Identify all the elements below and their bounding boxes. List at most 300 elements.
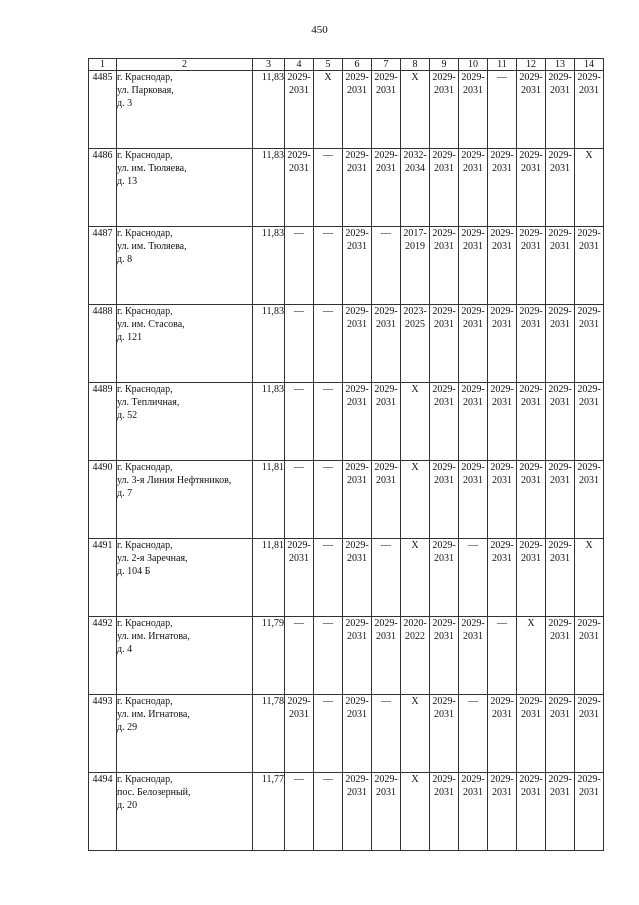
period-text: 2031 [550,85,570,96]
period-cell-col-9 [430,149,459,227]
row-number: 4488 [89,305,117,383]
period-cell-col-5 [314,383,343,461]
period-text: 2029- [577,774,601,785]
period-text: 2029- [461,72,485,83]
period-cell-col-9 [430,227,459,305]
period-cell-col-8 [401,149,430,227]
period-cell-col-11 [488,227,517,305]
period-text: 2029- [461,384,485,395]
period-text: 2029- [577,618,601,629]
period-text: 2029- [548,384,572,395]
period-text: 2031 [579,241,599,252]
table-row [89,695,604,773]
value-cell: 11,83 [253,383,285,461]
period-text: 2029- [548,774,572,785]
period-text: 2029- [519,150,543,161]
period-text: 2031 [521,787,541,798]
period-text: 2031 [521,397,541,408]
table-row [89,71,604,149]
period-text: 2029- [519,696,543,707]
period-text: 2031 [521,709,541,720]
period-cell-col-13 [546,695,575,773]
period-cell-col-14 [575,305,604,383]
period-text: 2031 [579,85,599,96]
period-cell-col-11 [488,695,517,773]
period-cell-col-4 [285,305,314,383]
period-text: 2029- [490,540,514,551]
period-text: 2029- [345,462,369,473]
period-cell-col-4 [285,617,314,695]
column-header-6: 6 [343,59,372,71]
period-text: — [497,618,507,629]
period-text: 2029- [519,774,543,785]
period-text: 2031 [463,163,483,174]
period-cell-col-7 [372,539,401,617]
period-text: 2031 [463,475,483,486]
period-text: 2031 [347,553,367,564]
address-line: ул. 2-я Заречная, [117,553,188,564]
column-header-4: 4 [285,59,314,71]
period-cell-col-6 [343,149,372,227]
period-text: 2029- [345,306,369,317]
row-number: 4485 [89,71,117,149]
address-line: д. 121 [117,332,143,343]
period-text: 2031 [434,475,454,486]
period-cell-col-7 [372,461,401,539]
period-text: 2031 [579,319,599,330]
period-text: 2031 [550,709,570,720]
period-cell-col-7 [372,617,401,695]
register-table [88,58,604,851]
period-cell-col-12 [517,383,546,461]
period-text: 2032- [403,150,427,161]
address-line: г. Краснодар, [117,462,173,473]
period-cell-col-9 [430,71,459,149]
period-text: 2023- [403,306,427,317]
period-text: — [381,540,391,551]
value-cell: 11,78 [253,695,285,773]
period-cell-col-7 [372,71,401,149]
column-header-13: 13 [546,59,575,71]
period-text: 2031 [434,553,454,564]
table-row [89,149,604,227]
period-text: 2031 [492,319,512,330]
period-cell-col-13 [546,305,575,383]
period-text: — [323,696,333,707]
period-cell-col-6 [343,305,372,383]
period-cell-col-6 [343,383,372,461]
period-text: — [323,384,333,395]
period-cell-col-11 [488,461,517,539]
period-text: 2031 [550,397,570,408]
period-cell-col-5 [314,461,343,539]
period-text: 2029- [548,618,572,629]
period-text: 2029- [374,72,398,83]
period-text: — [468,540,478,551]
value-cell: 11,83 [253,227,285,305]
period-text: 2029- [432,462,456,473]
period-cell-col-7 [372,383,401,461]
period-text: — [323,228,333,239]
period-cell-col-10 [459,617,488,695]
address-line: д. 4 [117,644,133,655]
period-cell-col-4 [285,383,314,461]
address-line: д. 13 [117,176,138,187]
period-cell-col-5 [314,617,343,695]
period-text: 2017- [403,228,427,239]
row-number: 4492 [89,617,117,695]
period-text: 2029- [461,462,485,473]
table-row [89,383,604,461]
period-text: 2029- [374,462,398,473]
period-text: 2031 [434,397,454,408]
period-text: 2029- [345,696,369,707]
period-text: 2029- [287,72,311,83]
period-text: 2031 [550,475,570,486]
value-cell: 11,83 [253,71,285,149]
period-text: 2031 [376,85,396,96]
period-text: — [294,384,304,395]
period-text: 2029- [345,228,369,239]
address-line: г. Краснодар, [117,228,173,239]
period-text: 2031 [579,475,599,486]
period-cell-col-7 [372,773,401,851]
period-text: 2031 [463,85,483,96]
column-header-7: 7 [372,59,401,71]
address-cell [117,773,253,851]
period-text: 2031 [376,163,396,174]
period-text: 2029- [490,150,514,161]
address-cell [117,227,253,305]
period-text: — [323,618,333,629]
period-text: — [323,774,333,785]
row-number: 4494 [89,773,117,851]
period-cell-col-5 [314,149,343,227]
period-text: 2031 [347,475,367,486]
period-cell-col-10 [459,305,488,383]
period-text: 2029- [548,462,572,473]
period-cell-col-10 [459,539,488,617]
period-text: 2031 [434,319,454,330]
address-line: ул. им. Тюляева, [117,241,187,252]
period-text: 2029- [374,384,398,395]
period-text: 2029- [345,618,369,629]
period-text: — [381,228,391,239]
period-text: 2031 [289,553,309,564]
address-line: г. Краснодар, [117,72,173,83]
period-cell-col-12 [517,773,546,851]
period-text: 2029- [374,774,398,785]
period-cell-col-14 [575,773,604,851]
period-text: 2031 [550,553,570,564]
period-text: 2029- [432,150,456,161]
period-text: 2029- [345,774,369,785]
address-line: д. 104 Б [117,566,151,577]
period-text: — [468,696,478,707]
address-cell [117,617,253,695]
period-cell-col-4 [285,773,314,851]
period-cell-col-10 [459,695,488,773]
period-text: 2031 [376,475,396,486]
period-cell-col-8 [401,227,430,305]
period-cell-col-11 [488,149,517,227]
period-text: 2031 [579,397,599,408]
period-text: 2031 [550,631,570,642]
address-line: д. 20 [117,800,138,811]
address-line: ул. 3-я Линия Нефтяников, [117,475,232,486]
period-text: 2029- [461,774,485,785]
period-text: — [294,462,304,473]
period-text: 2029- [287,150,311,161]
period-text: X [411,72,419,83]
address-line: г. Краснодар, [117,618,173,629]
address-line: ул. им. Стасова, [117,319,185,330]
period-cell-col-14 [575,695,604,773]
period-text: 2031 [434,709,454,720]
period-text: 2031 [492,553,512,564]
period-cell-col-6 [343,227,372,305]
period-cell-col-12 [517,461,546,539]
period-cell-col-6 [343,773,372,851]
address-cell [117,461,253,539]
period-text: 2031 [492,787,512,798]
period-cell-col-10 [459,383,488,461]
period-text: 2029- [490,696,514,707]
period-text: 2031 [347,241,367,252]
period-cell-col-9 [430,773,459,851]
period-text: — [323,306,333,317]
period-text: 2031 [347,163,367,174]
period-text: — [294,228,304,239]
period-text: 2031 [289,709,309,720]
column-header-5: 5 [314,59,343,71]
period-cell-col-12 [517,149,546,227]
period-text: 2029- [548,72,572,83]
period-text: 2029- [577,384,601,395]
period-cell-col-5 [314,305,343,383]
period-cell-col-9 [430,539,459,617]
period-text: 2031 [434,85,454,96]
period-text: 2029- [519,462,543,473]
period-cell-col-9 [430,383,459,461]
period-cell-col-4 [285,695,314,773]
period-cell-col-12 [517,305,546,383]
period-text: 2031 [521,475,541,486]
period-cell-col-4 [285,461,314,539]
period-cell-col-14 [575,71,604,149]
period-text: 2029- [345,540,369,551]
period-text: X [585,150,593,161]
period-cell-col-4 [285,149,314,227]
period-text: 2031 [521,553,541,564]
period-text: 2031 [492,163,512,174]
period-text: — [294,774,304,785]
period-text: 2029- [519,228,543,239]
period-cell-col-12 [517,695,546,773]
period-cell-col-8 [401,305,430,383]
table-row [89,227,604,305]
period-text: 2031 [492,475,512,486]
period-text: 2031 [347,787,367,798]
row-number: 4487 [89,227,117,305]
period-cell-col-11 [488,71,517,149]
period-text: 2034 [405,163,425,174]
column-number-header-row [89,59,604,71]
period-text: 2029- [577,696,601,707]
period-cell-col-11 [488,539,517,617]
period-cell-col-6 [343,71,372,149]
period-text: 2031 [347,709,367,720]
period-cell-col-10 [459,773,488,851]
period-text: 2031 [550,787,570,798]
period-cell-col-5 [314,695,343,773]
period-text: 2031 [550,241,570,252]
period-text: 2029- [490,462,514,473]
period-text: 2029- [548,306,572,317]
period-text: 2031 [492,241,512,252]
period-cell-col-9 [430,305,459,383]
period-cell-col-10 [459,71,488,149]
period-text: 2029- [432,540,456,551]
period-cell-col-10 [459,461,488,539]
period-text: 2029- [548,228,572,239]
period-text: 2029- [345,150,369,161]
period-text: 2031 [434,163,454,174]
period-text: — [497,72,507,83]
address-line: г. Краснодар, [117,540,173,551]
period-text: 2025 [405,319,425,330]
period-text: 2031 [521,319,541,330]
period-text: X [324,72,332,83]
period-text: 2029- [548,150,572,161]
period-cell-col-13 [546,149,575,227]
period-cell-col-6 [343,617,372,695]
period-cell-col-7 [372,305,401,383]
period-text: 2029- [577,306,601,317]
value-cell: 11,79 [253,617,285,695]
period-text: 2031 [463,241,483,252]
row-number: 4493 [89,695,117,773]
address-line: г. Краснодар, [117,774,173,785]
period-cell-col-12 [517,617,546,695]
table-row [89,305,604,383]
row-number: 4491 [89,539,117,617]
period-text: — [323,540,333,551]
period-cell-col-13 [546,227,575,305]
period-cell-col-8 [401,695,430,773]
period-cell-col-8 [401,773,430,851]
period-cell-col-5 [314,71,343,149]
period-text: 2029- [461,618,485,629]
period-cell-col-14 [575,227,604,305]
period-cell-col-9 [430,461,459,539]
period-cell-col-8 [401,71,430,149]
period-cell-col-13 [546,71,575,149]
period-cell-col-12 [517,227,546,305]
period-cell-col-11 [488,617,517,695]
column-header-1: 1 [89,59,117,71]
period-cell-col-12 [517,71,546,149]
period-text: X [527,618,535,629]
period-text: X [411,696,419,707]
period-text: 2029- [577,228,601,239]
period-text: 2022 [405,631,425,642]
column-header-14: 14 [575,59,604,71]
address-line: г. Краснодар, [117,384,173,395]
column-header-3: 3 [253,59,285,71]
address-line: пос. Белозерный, [117,787,191,798]
value-cell: 11,77 [253,773,285,851]
period-cell-col-9 [430,695,459,773]
period-text: — [381,696,391,707]
period-text: 2029- [374,150,398,161]
period-cell-col-4 [285,71,314,149]
address-line: г. Краснодар, [117,696,173,707]
address-line: ул. Тепличная, [117,397,180,408]
period-cell-col-8 [401,617,430,695]
period-text: 2031 [289,85,309,96]
period-text: X [411,540,419,551]
address-cell [117,149,253,227]
period-text: X [585,540,593,551]
period-text: 2029- [432,72,456,83]
period-text: 2029- [577,462,601,473]
period-cell-col-9 [430,617,459,695]
period-text: 2029- [519,384,543,395]
period-cell-col-14 [575,617,604,695]
address-line: д. 29 [117,722,138,733]
period-text: 2029- [374,306,398,317]
period-text: X [411,384,419,395]
address-cell [117,383,253,461]
period-text: 2031 [550,163,570,174]
period-cell-col-5 [314,773,343,851]
period-text: 2029- [548,696,572,707]
period-text: 2029- [432,774,456,785]
period-text: 2029- [461,306,485,317]
period-text: 2031 [347,397,367,408]
period-text: 2020- [403,618,427,629]
address-line: ул. им. Тюляева, [117,163,187,174]
period-text: — [294,618,304,629]
period-text: 2031 [463,397,483,408]
period-text: 2029- [461,150,485,161]
period-cell-col-14 [575,461,604,539]
period-text: 2031 [434,631,454,642]
table-row [89,773,604,851]
period-text: 2029- [490,306,514,317]
period-text: 2031 [434,787,454,798]
period-text: 2031 [521,85,541,96]
column-header-10: 10 [459,59,488,71]
page-number: 450 [311,24,328,36]
period-text: 2029- [519,72,543,83]
period-text: 2031 [463,787,483,798]
period-text: 2029- [548,540,572,551]
period-cell-col-7 [372,695,401,773]
period-text: 2029- [345,72,369,83]
address-cell [117,71,253,149]
period-text: 2029- [287,696,311,707]
period-cell-col-5 [314,227,343,305]
address-line: ул. им. Игнатова, [117,631,190,642]
address-line: ул. Парковая, [117,85,174,96]
value-cell: 11,81 [253,461,285,539]
period-cell-col-11 [488,383,517,461]
period-text: 2031 [376,631,396,642]
period-cell-col-6 [343,695,372,773]
period-cell-col-14 [575,149,604,227]
